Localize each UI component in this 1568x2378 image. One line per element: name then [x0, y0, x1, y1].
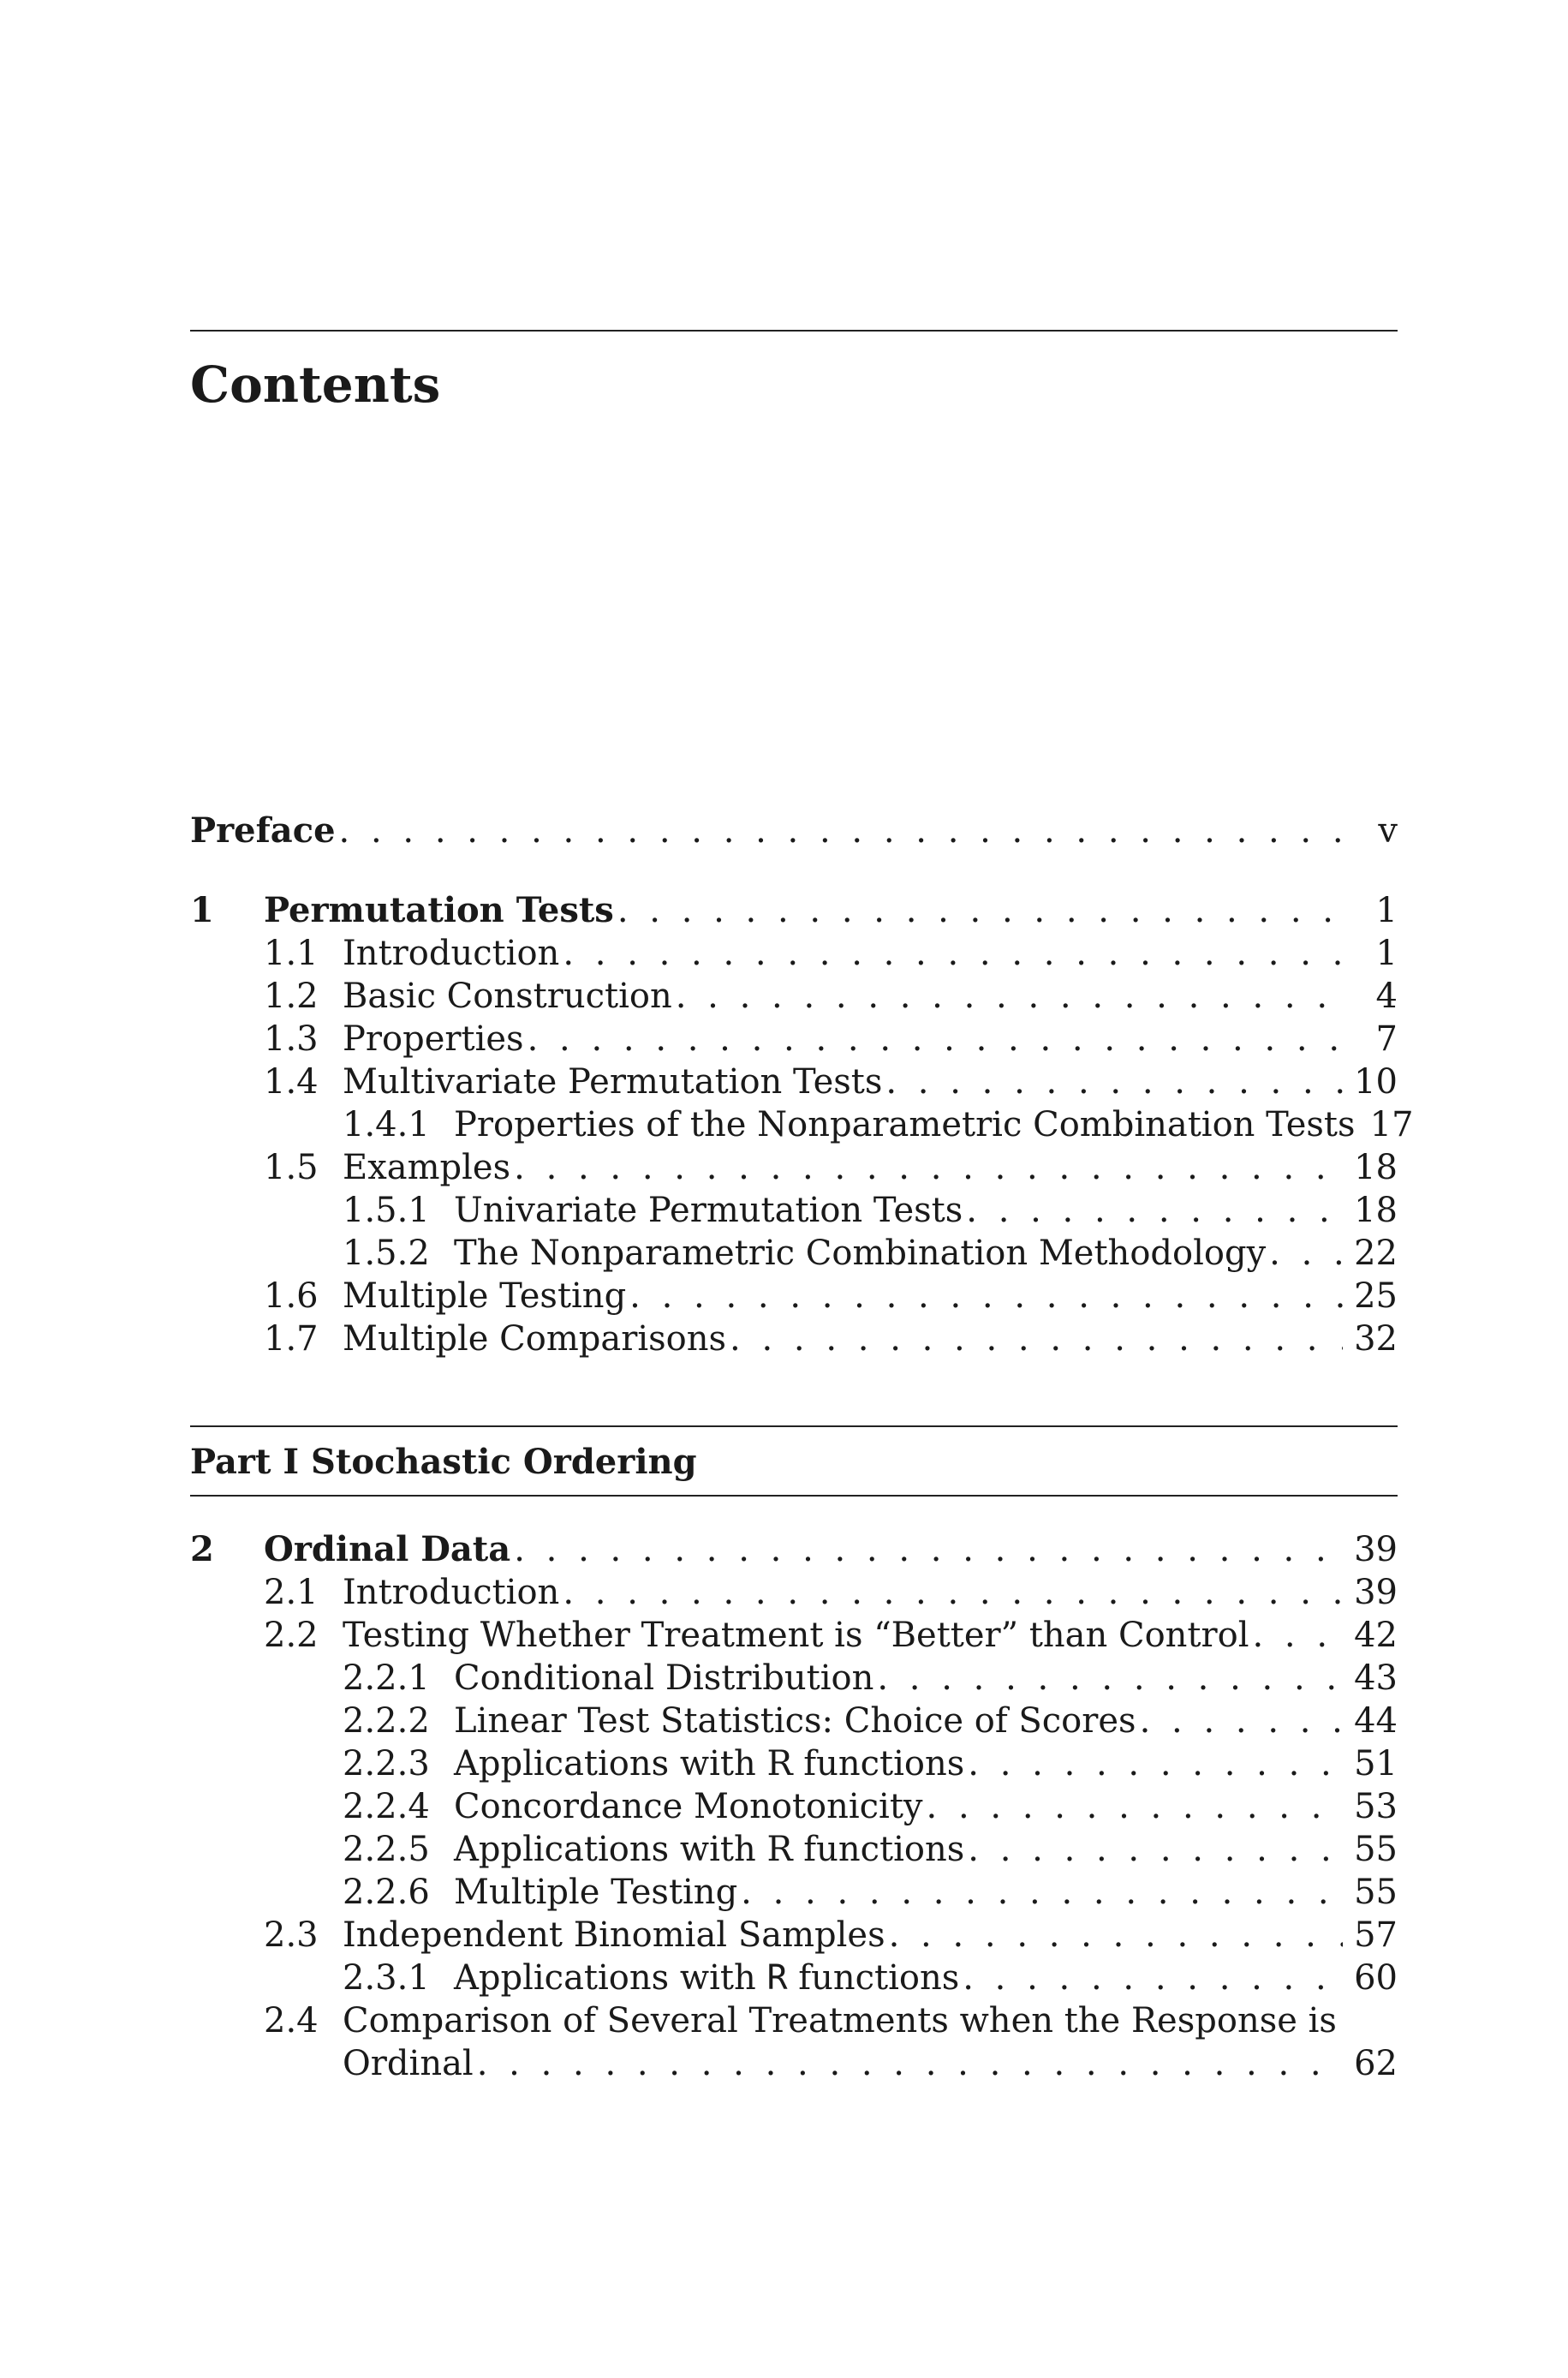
toc-chapter-1[interactable]	[190, 889, 1398, 932]
toc-label: Independent Binomial Samples	[343, 1915, 885, 1955]
toc-subsection-1-5-1[interactable]	[190, 1189, 1398, 1232]
subsection-number: 2.2.4	[343, 1787, 430, 1826]
toc-page: 53	[1354, 1787, 1398, 1826]
toc-label-code: R	[766, 1958, 788, 1998]
toc-label: Applications with R functions	[454, 1830, 965, 1869]
section-number: 1.1	[264, 934, 319, 973]
part-top-rule	[190, 1425, 1398, 1427]
section-number: 1.3	[264, 1019, 319, 1059]
toc-page: 55	[1354, 1830, 1398, 1869]
section-number: 2.3	[264, 1915, 319, 1955]
toc-label: Multivariate Permutation Tests	[343, 1062, 883, 1102]
toc-label-pre: Applications with	[454, 1958, 767, 1998]
toc-subsection-2-3-1[interactable]	[190, 1957, 1398, 1999]
leader-dots	[563, 932, 1343, 975]
leader-dots	[563, 1571, 1343, 1614]
leader-dots	[730, 1317, 1343, 1360]
section-number: 2.2	[264, 1616, 319, 1655]
toc-page: 18	[1354, 1191, 1398, 1230]
subsection-number: 1.4.1	[343, 1105, 430, 1144]
toc-page: 10	[1354, 1062, 1398, 1102]
toc-section-2-3[interactable]	[190, 1914, 1398, 1957]
leader-dots	[966, 1189, 1343, 1232]
toc-section-1-7[interactable]	[190, 1317, 1398, 1360]
toc-section-2-4[interactable]	[190, 1999, 1398, 2042]
leader-dots	[1253, 1614, 1344, 1657]
toc-section-1-3[interactable]	[190, 1018, 1398, 1061]
toc-page: 57	[1354, 1915, 1398, 1955]
page-title: Contents	[190, 356, 441, 414]
toc-label: Conditional Distribution	[454, 1658, 874, 1698]
subsection-number: 2.2.2	[343, 1701, 430, 1741]
toc-label: Concordance Monotonicity	[454, 1787, 923, 1826]
leader-dots	[514, 1528, 1343, 1571]
toc-label: Ordinal Data	[264, 1529, 511, 1569]
toc-page: 44	[1354, 1701, 1398, 1741]
leader-dots	[528, 1018, 1343, 1061]
toc-subsection-2-2-3[interactable]	[190, 1742, 1398, 1785]
leader-dots	[741, 1871, 1343, 1914]
subsection-number: 1.5.2	[343, 1234, 430, 1273]
subsection-number: 2.2.1	[343, 1658, 430, 1698]
toc-preface[interactable]	[190, 810, 1398, 852]
toc-page: 17	[1369, 1105, 1414, 1144]
toc-subsection-2-2-4[interactable]	[190, 1785, 1398, 1828]
toc-section-1-1[interactable]	[190, 932, 1398, 975]
section-number: 1.7	[264, 1319, 319, 1359]
leader-dots	[885, 1061, 1343, 1103]
leader-dots	[617, 889, 1343, 932]
toc-page: 25	[1354, 1276, 1398, 1316]
toc-section-2-4-cont[interactable]	[190, 2042, 1398, 2085]
toc-page: 62	[1354, 2044, 1398, 2083]
toc-page: v	[1378, 811, 1398, 851]
toc-page: 42	[1354, 1616, 1398, 1655]
toc-section-2-1[interactable]	[190, 1571, 1398, 1614]
toc-label: Multiple Testing	[343, 1276, 627, 1316]
toc-subsection-1-5-2[interactable]	[190, 1232, 1398, 1275]
toc-page: 22	[1354, 1234, 1398, 1273]
chapter-number: 2	[190, 1529, 214, 1569]
toc-page: 43	[1354, 1658, 1398, 1698]
leader-dots	[889, 1914, 1343, 1957]
top-rule	[190, 330, 1398, 332]
toc-section-1-2[interactable]	[190, 975, 1398, 1018]
leader-dots	[1140, 1700, 1343, 1742]
toc-section-1-4[interactable]	[190, 1061, 1398, 1103]
toc-section-2-2[interactable]	[190, 1614, 1398, 1657]
toc-label: Preface	[190, 810, 336, 851]
leader-dots	[968, 1828, 1343, 1871]
toc-label: Basic Construction	[343, 977, 672, 1016]
toc-section-1-5[interactable]	[190, 1146, 1398, 1189]
toc-label: Introduction	[343, 934, 560, 973]
leader-dots	[676, 975, 1343, 1018]
toc-label: Comparison of Several Treatments when the Response is	[343, 2001, 1337, 2040]
toc-label: Introduction	[343, 1573, 560, 1612]
leader-dots	[968, 1742, 1343, 1785]
section-number: 2.1	[264, 1573, 319, 1612]
toc-subsection-2-2-1[interactable]	[190, 1657, 1398, 1700]
section-number: 2.4	[264, 2001, 319, 2040]
toc-section-1-6[interactable]	[190, 1275, 1398, 1317]
leader-dots	[877, 1657, 1343, 1700]
toc-page: 32	[1354, 1319, 1398, 1359]
leader-dots	[629, 1275, 1343, 1317]
toc-page: 60	[1354, 1958, 1398, 1998]
toc-subsection-2-2-5[interactable]	[190, 1828, 1398, 1871]
toc-page: 1	[1375, 891, 1398, 930]
section-number: 1.2	[264, 977, 319, 1016]
leader-dots	[514, 1146, 1343, 1189]
subsection-number: 2.2.3	[343, 1744, 430, 1784]
section-number: 1.4	[264, 1062, 319, 1102]
toc-page: 51	[1354, 1744, 1398, 1784]
toc-subsection-1-4-1[interactable]	[190, 1103, 1414, 1146]
part-heading[interactable]: Part I Stochastic Ordering	[190, 1442, 697, 1482]
toc-page: 39	[1354, 1530, 1398, 1569]
subsection-number: 2.3.1	[343, 1958, 430, 1998]
subsection-number: 2.2.5	[343, 1830, 430, 1869]
subsection-number: 1.5.1	[343, 1191, 430, 1230]
toc-label: Properties of the Nonparametric Combination Tests	[454, 1105, 1356, 1144]
leader-dots	[927, 1785, 1343, 1828]
toc-subsection-2-2-2[interactable]	[190, 1700, 1398, 1742]
leader-dots	[963, 1957, 1343, 1999]
toc-page: 7	[1375, 1019, 1398, 1059]
toc-label: Univariate Permutation Tests	[454, 1191, 963, 1230]
toc-label: Testing Whether Treatment is “Better” than Control	[343, 1616, 1249, 1655]
toc-label: Linear Test Statistics: Choice of Scores	[454, 1701, 1136, 1741]
toc-page: 18	[1354, 1148, 1398, 1187]
toc-page: 1	[1375, 934, 1398, 973]
chapter-number: 1	[190, 890, 214, 930]
toc-page: 55	[1354, 1873, 1398, 1912]
toc-label: Properties	[343, 1019, 524, 1059]
toc-label-post: functions	[787, 1958, 960, 1998]
toc-page: 4	[1375, 977, 1398, 1016]
toc-label: Applications with R functions	[454, 1744, 965, 1784]
toc-label: Permutation Tests	[264, 890, 614, 930]
toc-label: Multiple Comparisons	[343, 1319, 727, 1359]
leader-dots	[1269, 1232, 1343, 1275]
toc-label: The Nonparametric Combination Methodology	[454, 1234, 1267, 1273]
part-bottom-rule	[190, 1495, 1398, 1497]
section-number: 1.6	[264, 1276, 319, 1316]
toc-chapter-2[interactable]	[190, 1528, 1398, 1571]
toc-label: Multiple Testing	[454, 1873, 738, 1912]
toc-label-continued: Ordinal	[343, 2044, 474, 2083]
toc-page: 39	[1354, 1573, 1398, 1612]
subsection-number: 2.2.6	[343, 1873, 430, 1912]
toc-label: Examples	[343, 1148, 511, 1187]
leader-dots	[339, 810, 1343, 852]
toc-subsection-2-2-6[interactable]	[190, 1871, 1398, 1914]
leader-dots	[477, 2042, 1343, 2085]
toc-label	[454, 1957, 959, 1999]
section-number: 1.5	[264, 1148, 319, 1187]
